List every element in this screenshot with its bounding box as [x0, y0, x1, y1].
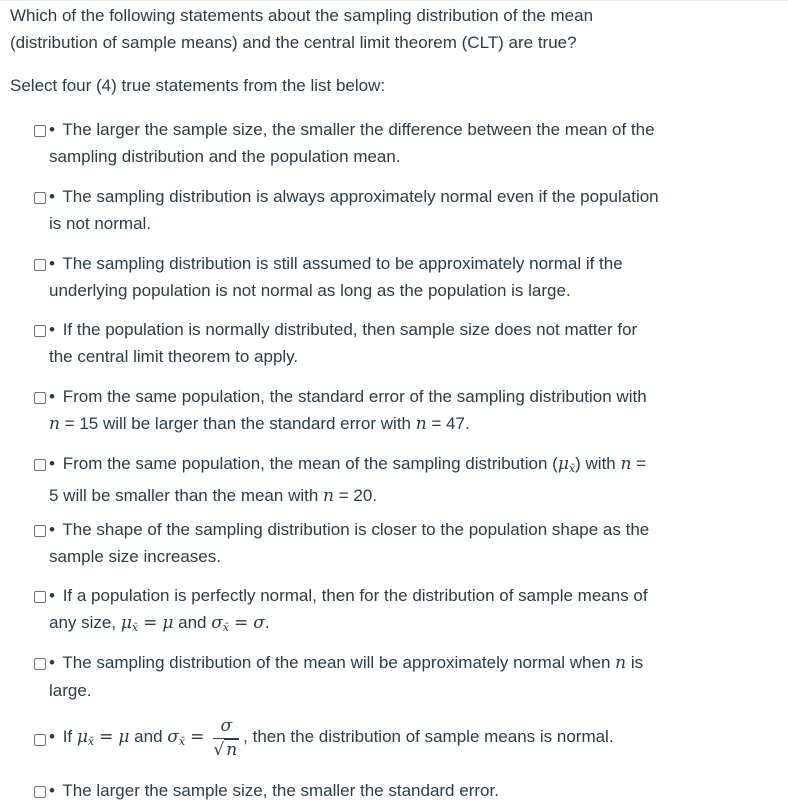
option-text: The sampling distribution of the mean will be approximately normal when	[62, 653, 616, 672]
math-xbar: x̄	[131, 621, 139, 634]
option-text: = 20.	[333, 486, 377, 505]
option-text: then the distribution of sample means is normal.	[247, 727, 614, 746]
option-9-checkbox[interactable]	[34, 658, 46, 670]
math-xbar: x̄	[87, 735, 95, 748]
option-text: If the population is normally distributed, then sample size does not matter for	[62, 320, 638, 339]
option-2-checkbox[interactable]	[34, 192, 46, 204]
math-equals: =	[234, 613, 249, 633]
question-line-2: (distribution of sample means) and the central limit theorem (CLT) are true?	[10, 33, 577, 52]
math-xbar: x̄	[178, 735, 186, 748]
option-8[interactable]	[34, 582, 714, 641]
math-sigma: σ	[253, 613, 265, 633]
option-text: and	[129, 727, 168, 746]
option-text: is not normal.	[49, 214, 152, 233]
option-text: sampling distribution and the population mean.	[49, 147, 401, 166]
option-9[interactable]	[34, 649, 714, 704]
option-7-checkbox[interactable]	[34, 525, 46, 537]
math-fraction	[213, 716, 239, 760]
sqrt-symbol: √	[213, 739, 225, 760]
option-text: The shape of the sampling distribution is closer to the population shape as the	[62, 520, 650, 539]
bullet: •	[49, 387, 55, 406]
math-n: n	[226, 739, 238, 760]
option-10[interactable]	[34, 710, 714, 769]
option-3-checkbox[interactable]	[34, 259, 46, 271]
option-11-checkbox[interactable]	[34, 786, 46, 798]
math-sigma: σ	[211, 613, 223, 633]
math-mu: μ	[120, 613, 132, 633]
math-equals: =	[99, 727, 114, 747]
option-4-checkbox[interactable]	[34, 325, 46, 337]
math-xbar: x̄	[222, 621, 230, 634]
instruction-text: Select four (4) true statements from the list below:	[10, 76, 386, 95]
top-divider	[0, 0, 788, 1]
math-mu: μ	[76, 727, 88, 747]
math-equals: =	[190, 727, 205, 747]
math-n: n	[615, 653, 627, 673]
bullet: •	[49, 727, 55, 746]
option-5[interactable]	[34, 383, 714, 438]
option-text: The larger the sample size, the smaller the standard error.	[62, 781, 499, 800]
bullet: •	[49, 781, 55, 800]
option-6-checkbox[interactable]	[34, 459, 46, 471]
option-text: is	[626, 653, 644, 672]
bullet: •	[49, 254, 55, 273]
question-line-1: Which of the following statements about the sampling distribution of the mean	[10, 6, 594, 25]
option-text: sample size increases.	[49, 547, 221, 566]
bullet: •	[49, 320, 55, 339]
option-5-checkbox[interactable]	[34, 392, 46, 404]
bullet: •	[49, 187, 55, 206]
bullet: •	[49, 653, 55, 672]
option-text: The larger the sample size, the smaller the difference between the mean of the	[62, 120, 655, 139]
option-text: = 47.	[426, 414, 470, 433]
math-n: n	[620, 454, 632, 474]
math-equals: =	[143, 613, 158, 633]
option-text: = 15 will be larger than the standard error with	[59, 414, 416, 433]
question-text	[10, 2, 770, 56]
option-1-checkbox[interactable]	[34, 125, 46, 137]
option-6[interactable]	[34, 450, 714, 510]
math-mu: μ	[118, 727, 130, 747]
option-1[interactable]	[34, 116, 714, 170]
bullet: •	[49, 586, 55, 605]
math-mu: μ	[162, 613, 174, 633]
option-text: The sampling distribution is always approximately normal even if the population	[62, 187, 659, 206]
math-mu: μ	[557, 454, 569, 474]
option-text: and	[173, 613, 212, 632]
option-8-checkbox[interactable]	[34, 591, 46, 603]
option-text: ) with	[575, 454, 621, 473]
option-text: the central limit theorem to apply.	[49, 347, 299, 366]
option-7[interactable]	[34, 516, 714, 570]
bullet: •	[49, 120, 55, 139]
bullet: •	[49, 520, 55, 539]
fraction-numerator: σ	[213, 716, 239, 739]
math-xbar: x̄	[568, 462, 576, 475]
option-text: any size,	[49, 613, 121, 632]
option-4[interactable]	[34, 316, 714, 370]
option-text: ,	[243, 727, 248, 746]
bullet: •	[49, 454, 55, 473]
option-text: The sampling distribution is still assumed to be approximately normal if the	[62, 254, 623, 273]
option-text: large.	[49, 681, 92, 700]
math-n: n	[323, 486, 334, 506]
option-text: .	[264, 613, 270, 632]
option-text: From the same population, the mean of the sampling distribution (	[62, 454, 558, 473]
fraction-denominator	[213, 739, 239, 760]
math-sigma: σ	[167, 727, 179, 747]
option-text: If a population is perfectly normal, then for the distribution of sample means of	[62, 586, 648, 605]
option-3[interactable]	[34, 250, 714, 304]
option-text: If	[62, 727, 77, 746]
math-n: n	[415, 414, 427, 434]
option-10-checkbox[interactable]	[34, 734, 46, 746]
option-text: =	[631, 454, 647, 473]
option-2[interactable]	[34, 183, 714, 237]
math-n: n	[49, 414, 60, 434]
option-text: 5 will be smaller than the mean with	[49, 486, 324, 505]
option-text: From the same population, the standard error of the sampling distribution with	[62, 387, 647, 406]
option-text: underlying population is not normal as long as the population is large.	[49, 281, 571, 300]
